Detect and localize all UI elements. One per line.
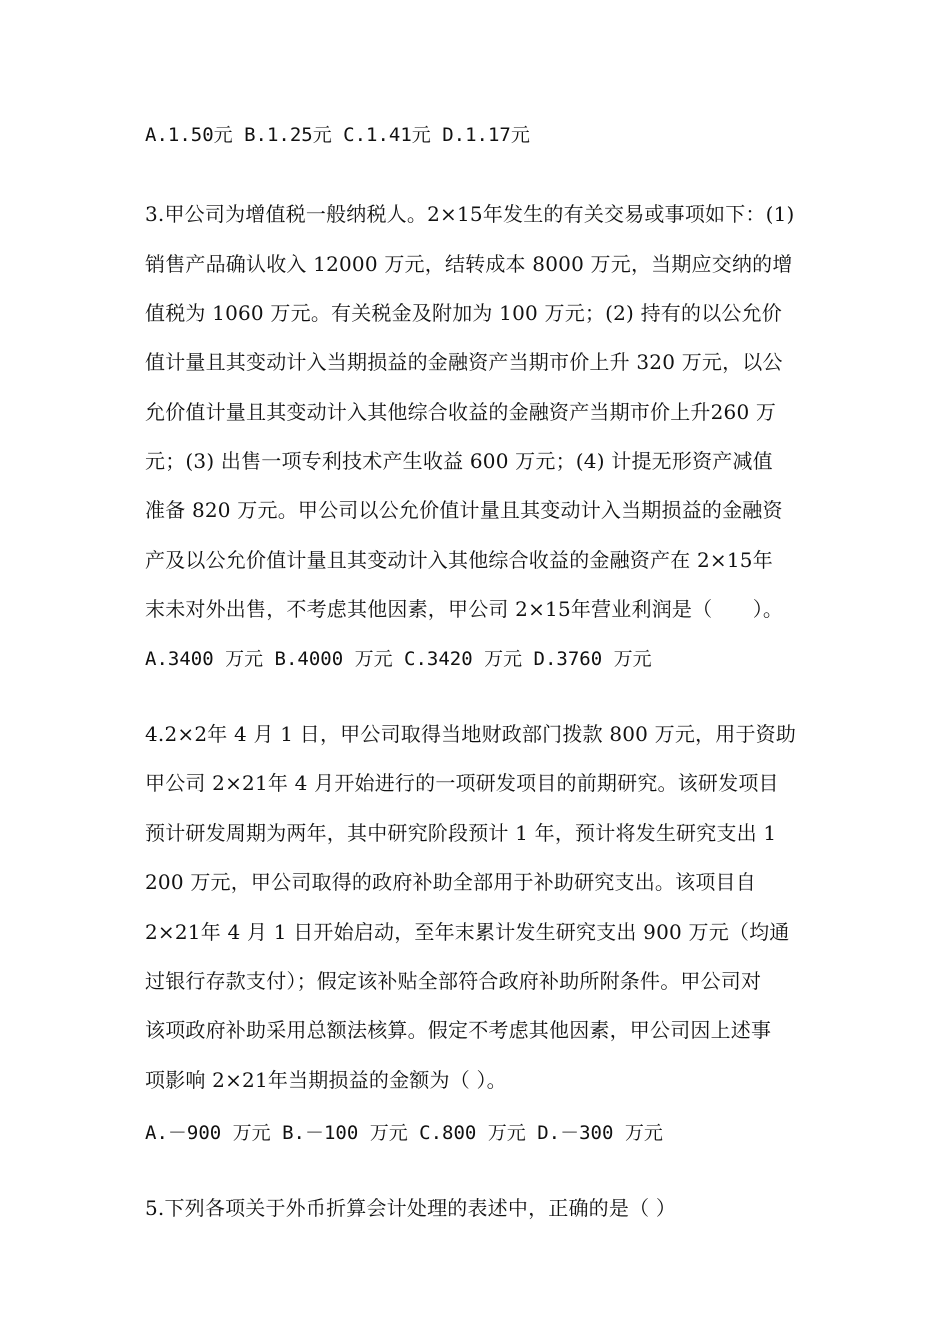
q3-line-5: 允价值计量且其变动计入其他综合收益的金融资产当期市价上升260 万 [145, 400, 777, 424]
q4-line-1: 4.2×2年 4 月 1 日，甲公司取得当地财政部门拨款 800 万元，用于资助 [145, 722, 797, 746]
q3-line-4: 值计量且其变动计入当期损益的金融资产当期市价上升 320 万元，以公 [145, 350, 783, 374]
q4-line-8: 项影响 2×21年当期损益的金额为（ ）。 [145, 1068, 507, 1092]
q3-line-9: 末未对外出售，不考虑其他因素，甲公司 2×15年营业利润是（ ）。 [145, 597, 784, 621]
q5-line-1: 5.下列各项关于外币折算会计处理的表述中，正确的是（ ） [145, 1196, 677, 1220]
q4-line-6: 过银行存款支付）；假定该补贴全部符合政府补助所附条件。甲公司对 [145, 969, 762, 993]
q4-line-5: 2×21年 4 月 1 日开始启动，至年末累计发生研究支出 900 万元（均通 [145, 920, 790, 944]
q3-line-1: 3.甲公司为增值税一般纳税人。2×15年发生的有关交易或事项如下：(1) [145, 202, 795, 226]
q4-line-4: 200 万元，甲公司取得的政府补助全部用于补助研究支出。该项目自 [145, 870, 756, 894]
q3-line-6: 元；(3) 出售一项专利技术产生收益 600 万元；(4) 计提无形资产减值 [145, 449, 773, 473]
q4-line-3: 预计研发周期为两年，其中研究阶段预计 1 年，预计将发生研究支出 1 [145, 821, 777, 845]
q3-options: A.3400 万元 B.4000 万元 C.3420 万元 D.3760 万元 [145, 648, 652, 670]
q4-line-7: 该项政府补助采用总额法核算。假定不考虑其他因素，甲公司因上述事 [145, 1018, 772, 1042]
q3-line-3: 值税为 1060 万元。有关税金及附加为 100 万元；(2) 持有的以公允价 [145, 301, 782, 325]
q4-line-2: 甲公司 2×21年 4 月开始进行的一项研发项目的前期研究。该研发项目 [145, 771, 779, 795]
q3-line-8: 产及以公允价值计量且其变动计入其他综合收益的金融资产在 2×15年 [145, 548, 773, 572]
q3-line-7: 准备 820 万元。甲公司以公允价值计量且其变动计入当期损益的金融资 [145, 498, 783, 522]
q4-options: A.－900 万元 B.－100 万元 C.800 万元 D.－300 万元 [145, 1122, 663, 1144]
q3-line-2: 销售产品确认收入 12000 万元，结转成本 8000 万元，当期应交纳的增 [145, 252, 793, 276]
q2-options: A.1.50元 B.1.25元 C.1.41元 D.1.17元 [145, 124, 530, 146]
